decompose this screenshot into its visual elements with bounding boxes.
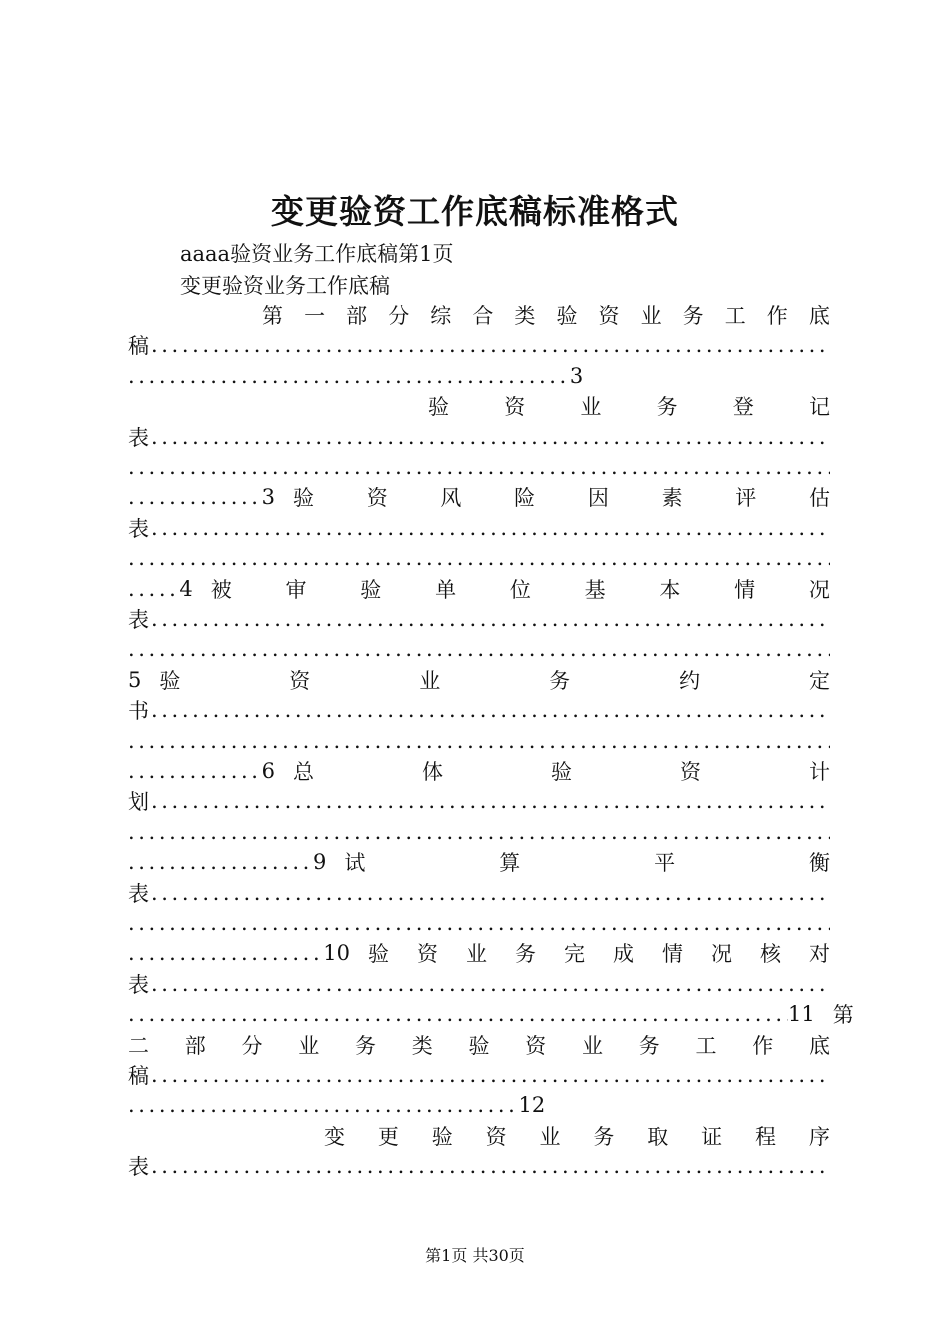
toc-glyph: 业 [539, 1124, 561, 1149]
toc-glyph: 工 [695, 1033, 717, 1058]
toc-glyph: 底 [809, 1033, 830, 1058]
toc-glyph: 情 [734, 577, 756, 602]
toc-glyph: 定 [808, 668, 830, 693]
toc-glyph: 证 [701, 1124, 723, 1149]
document-title: 变更验资工作底稿标准格式 [271, 192, 679, 231]
toc-page-number: 9 [312, 850, 327, 875]
toc-glyph: 业 [582, 1033, 603, 1058]
toc-line [128, 1090, 830, 1120]
dot-leader [128, 911, 830, 935]
toc-glyph: 验 [556, 304, 578, 328]
toc-glyph: 更 [377, 1124, 399, 1149]
toc-glyph: 程 [755, 1124, 776, 1149]
toc-entry-text [368, 938, 830, 968]
toc-line [128, 452, 830, 482]
toc-glyph: 部 [346, 304, 368, 328]
toc-glyph: 合 [472, 304, 494, 328]
toc-glyph: 体 [421, 760, 443, 784]
toc-page-number: 4 [179, 576, 193, 601]
toc-glyph: 验 [550, 760, 572, 784]
toc-line [128, 1030, 830, 1060]
toc-line [128, 695, 830, 725]
toc-page-number: 10 [323, 941, 350, 966]
dot-leader [128, 820, 830, 844]
toc-glyph: 工 [724, 304, 746, 328]
dot-leader [151, 333, 830, 357]
dot-leader: ................... [128, 941, 324, 966]
toc-glyph: 类 [514, 304, 536, 328]
dot-leader [128, 546, 830, 570]
toc-glyph: 对 [808, 942, 830, 967]
toc-glyph: 估 [809, 486, 830, 511]
toc-line [128, 817, 830, 847]
dot-leader [151, 789, 830, 813]
toc-line [128, 908, 830, 938]
toc-glyph: 因 [587, 486, 609, 511]
toc-glyph: 务 [355, 1033, 376, 1058]
dot-leader [151, 1063, 830, 1087]
toc-glyph: 位 [509, 577, 531, 602]
toc-entry-char: 划 [128, 790, 149, 815]
toc-line [128, 330, 830, 360]
toc-page-number: 3 [569, 363, 584, 388]
toc-entry-char: 书 [128, 699, 149, 724]
toc-glyph: 资 [504, 395, 526, 420]
toc-line [324, 1121, 830, 1151]
toc-entry-char: 表 [128, 425, 149, 450]
toc-glyph: 被 [210, 577, 232, 602]
toc-glyph: 成 [612, 942, 634, 967]
toc-glyph: 验 [431, 1124, 453, 1149]
toc-line [262, 300, 830, 330]
toc-glyph: 记 [808, 395, 830, 420]
toc-glyph: 算 [499, 851, 521, 876]
toc-line [128, 726, 830, 756]
toc-glyph: 衡 [808, 851, 830, 876]
dot-leader [151, 607, 830, 631]
toc-line [128, 786, 830, 816]
toc-glyph: 资 [289, 668, 311, 693]
toc-entry-char: 表 [128, 972, 149, 997]
toc-glyph: 务 [549, 668, 571, 693]
toc-glyph: 完 [563, 942, 585, 967]
toc-glyph: 况 [710, 942, 732, 967]
toc-entry-char: 表 [128, 516, 149, 541]
toc-glyph: 本 [659, 577, 681, 602]
toc-page-number: 3 [261, 485, 275, 510]
toc-entry-char: 表 [128, 608, 149, 632]
toc-glyph: 取 [647, 1124, 669, 1149]
toc-line [128, 999, 854, 1029]
toc-entry-char: 表 [128, 881, 149, 906]
toc-line [128, 361, 830, 391]
toc-glyph: 底 [808, 304, 830, 328]
toc-entry-text [293, 482, 830, 512]
toc-glyph: 验 [367, 942, 389, 967]
toc-entry-text [262, 300, 830, 330]
dot-leader [128, 1002, 788, 1026]
toc-glyph: 验 [360, 577, 382, 602]
toc-glyph: 务 [682, 304, 704, 328]
dot-leader [128, 455, 830, 479]
toc-page-number: 6 [261, 759, 275, 783]
toc-line [128, 604, 830, 634]
toc-glyph: 平 [654, 851, 676, 876]
toc-entry-char: 表 [128, 1155, 149, 1180]
toc-glyph: 评 [735, 486, 757, 511]
dot-leader [151, 972, 830, 996]
toc-entry-text [324, 1121, 830, 1151]
toc-glyph: 登 [732, 395, 754, 420]
toc-entry-text [833, 999, 854, 1029]
toc-glyph: 第 [832, 1003, 854, 1028]
toc-glyph: 基 [584, 577, 606, 602]
toc-page-number: 11 [788, 1002, 815, 1027]
toc-line [128, 574, 830, 604]
toc-entry-text [128, 1030, 830, 1060]
toc-line [128, 634, 830, 664]
toc-line [128, 543, 830, 573]
toc-line [128, 665, 830, 695]
toc-glyph: 一 [304, 304, 326, 328]
toc-glyph: 分 [388, 304, 410, 328]
toc-line [128, 1151, 830, 1181]
toc-glyph: 业 [640, 304, 662, 328]
toc-glyph: 综 [430, 304, 452, 328]
toc-glyph: 情 [661, 942, 683, 967]
toc-glyph: 务 [638, 1033, 660, 1058]
toc-entry-text [211, 574, 830, 604]
page-footer: 第1页 共30页 [425, 1246, 525, 1265]
dot-leader: .................. [128, 850, 313, 875]
toc-glyph: 务 [656, 395, 678, 420]
toc-glyph: 业 [419, 668, 441, 693]
toc-glyph: 第 [262, 304, 283, 328]
toc-glyph: 验 [292, 486, 314, 511]
toc-glyph: 资 [679, 760, 701, 784]
toc-line [128, 938, 830, 968]
toc-line [128, 1060, 830, 1090]
dot-leader: ............. [128, 759, 262, 783]
toc-line [128, 513, 830, 543]
toc-glyph: 险 [514, 486, 536, 511]
toc-entry-text [293, 756, 830, 786]
toc-line [428, 391, 830, 421]
toc-glyph: 资 [366, 486, 388, 511]
toc-glyph: 序 [808, 1124, 830, 1149]
toc-glyph: 分 [241, 1033, 263, 1058]
toc-glyph: 资 [416, 942, 438, 967]
toc-glyph: 作 [766, 304, 788, 328]
intro-line-1: aaaa验资业务工作底稿第1页 [180, 242, 454, 266]
toc-entry-text [344, 847, 830, 877]
dot-leader: ............. [128, 485, 262, 510]
toc-page-number: 5 [128, 667, 142, 692]
toc-glyph: 务 [514, 942, 536, 967]
toc-glyph: 资 [485, 1124, 507, 1149]
toc-glyph: 况 [808, 577, 830, 602]
toc-line [128, 878, 830, 908]
toc-page-number: 12 [518, 1093, 546, 1118]
toc-glyph: 风 [440, 486, 462, 511]
toc-glyph: 审 [285, 577, 307, 602]
toc-line [128, 482, 830, 512]
toc-entry-text [428, 391, 830, 421]
dot-leader: ..... [128, 576, 180, 601]
toc-glyph: 单 [435, 577, 457, 602]
dot-leader [151, 516, 830, 540]
toc-line [128, 847, 830, 877]
toc-glyph: 总 [292, 760, 314, 784]
toc-glyph: 业 [298, 1033, 320, 1058]
dot-leader [151, 425, 830, 449]
toc-entry-char: 稿 [128, 1064, 149, 1088]
toc-glyph: 试 [344, 851, 366, 876]
toc-glyph: 类 [411, 1033, 433, 1058]
toc-glyph: 验 [468, 1033, 490, 1058]
dot-leader [151, 698, 830, 722]
toc-line [128, 756, 830, 786]
dot-leader [128, 729, 830, 753]
toc-glyph: 验 [428, 395, 449, 420]
toc-glyph: 计 [808, 760, 830, 784]
toc-glyph: 部 [184, 1033, 206, 1058]
intro-line-2: 变更验资业务工作底稿 [180, 274, 390, 298]
toc-glyph: 核 [759, 942, 781, 967]
toc-glyph: 验 [159, 668, 181, 693]
dot-leader: ...................................... [128, 1093, 519, 1118]
toc-glyph: 约 [679, 668, 701, 693]
toc-glyph: 业 [465, 942, 487, 967]
dot-leader [128, 637, 830, 661]
toc-glyph: 资 [598, 304, 620, 328]
toc-glyph: 资 [525, 1033, 547, 1058]
toc-glyph: 务 [593, 1124, 615, 1149]
toc-entry-char: 稿 [128, 334, 149, 359]
toc-entry-text [159, 665, 830, 695]
dot-leader [151, 1154, 830, 1178]
toc-line [128, 969, 830, 999]
toc-glyph: 业 [580, 395, 602, 420]
toc-glyph: 二 [128, 1033, 149, 1058]
dot-leader: ........................................... [128, 363, 570, 388]
toc-line [128, 422, 830, 452]
toc-glyph: 素 [661, 486, 683, 511]
toc-glyph: 作 [752, 1033, 774, 1058]
toc-glyph: 变 [324, 1124, 345, 1149]
dot-leader [151, 881, 830, 905]
